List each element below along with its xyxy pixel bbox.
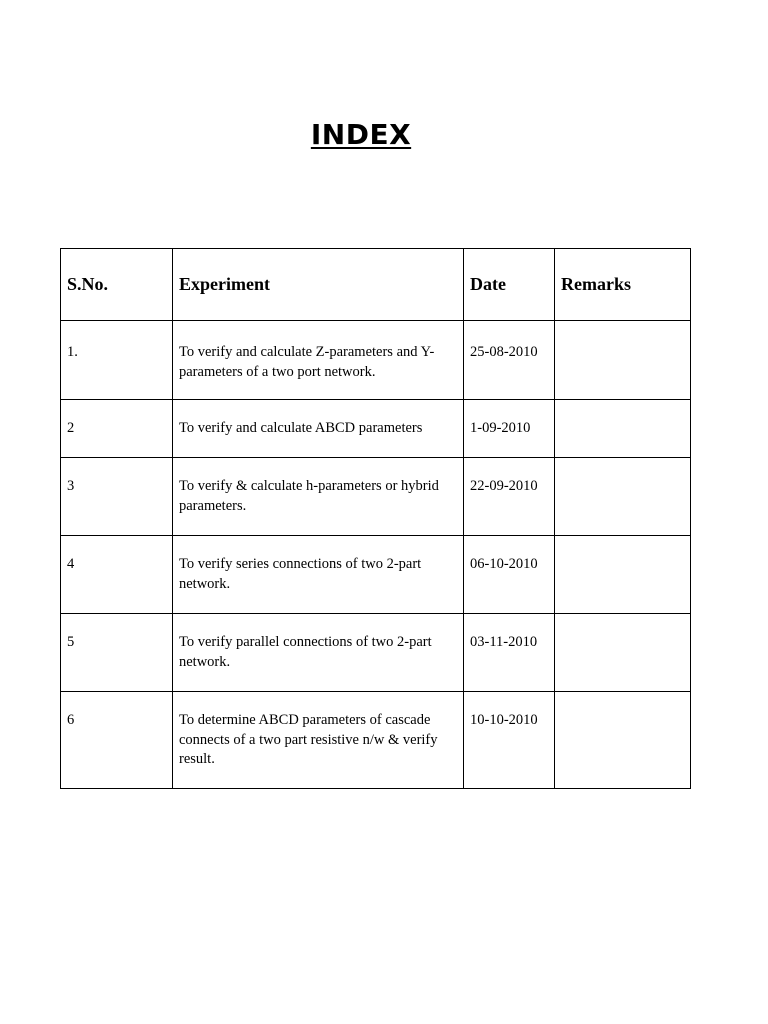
cell-sno: 2 <box>61 400 173 458</box>
cell-remarks <box>555 458 691 536</box>
cell-date: 03-11-2010 <box>464 614 555 692</box>
header-sno: S.No. <box>61 249 173 321</box>
cell-experiment: To verify series connections of two 2-part network. <box>173 536 464 614</box>
cell-sno: 1. <box>61 321 173 400</box>
index-table <box>60 248 691 789</box>
table-row <box>61 321 691 400</box>
cell-date: 06-10-2010 <box>464 536 555 614</box>
cell-experiment: To verify and calculate Z-parameters and Y- parameters of a two port network. <box>173 321 464 400</box>
table-row <box>61 614 691 692</box>
cell-sno: 4 <box>61 536 173 614</box>
table-row <box>61 458 691 536</box>
cell-date: 25-08-2010 <box>464 321 555 400</box>
cell-sno: 3 <box>61 458 173 536</box>
header-date: Date <box>464 249 555 321</box>
cell-experiment: To verify parallel connections of two 2-part network. <box>173 614 464 692</box>
table-row <box>61 400 691 458</box>
page-title: INDEX <box>310 118 412 151</box>
cell-remarks <box>555 614 691 692</box>
header-experiment: Experiment <box>173 249 464 321</box>
cell-sno: 5 <box>61 614 173 692</box>
cell-sno: 6 <box>61 692 173 789</box>
table-row <box>61 692 691 789</box>
table-header-row <box>61 249 691 321</box>
cell-remarks <box>555 536 691 614</box>
cell-date: 10-10-2010 <box>464 692 555 789</box>
cell-experiment: To verify and calculate ABCD parameters <box>173 400 464 458</box>
header-remarks: Remarks <box>555 249 691 321</box>
cell-remarks <box>555 321 691 400</box>
table-row <box>61 536 691 614</box>
cell-date: 22-09-2010 <box>464 458 555 536</box>
cell-experiment: To verify & calculate h-parameters or hybrid parameters. <box>173 458 464 536</box>
cell-date: 1-09-2010 <box>464 400 555 458</box>
cell-remarks <box>555 692 691 789</box>
cell-experiment: To determine ABCD parameters of cascade connects of a two part resistive n/w & verify result. <box>173 692 464 789</box>
cell-remarks <box>555 400 691 458</box>
